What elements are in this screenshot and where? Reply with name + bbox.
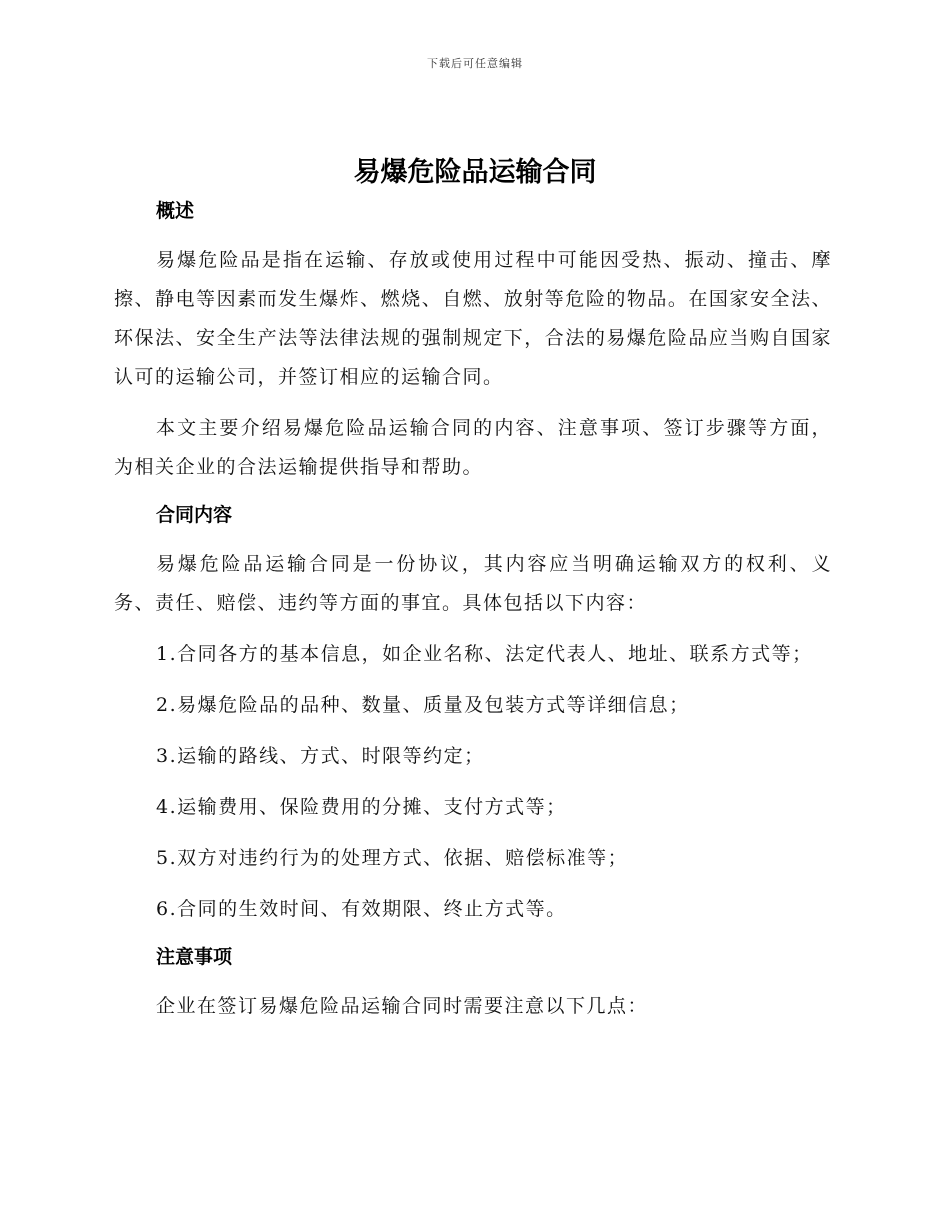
document-title: 易爆危险品运输合同 (353, 157, 597, 188)
paragraph: 本文主要介绍易爆危险品运输合同的内容、注意事项、签订步骤等方面，为相关企业的合法运输提供指导和帮助。 (114, 417, 832, 478)
section-heading-contract-content: 合同内容 (156, 504, 233, 526)
header-note: 下载后可任意编辑 (427, 57, 523, 70)
list-item: 6.合同的生效时间、有效期限、终止方式等。 (156, 898, 567, 920)
paragraph: 企业在签订易爆危险品运输合同时需要注意以下几点： (156, 995, 649, 1017)
list-item: 3.运输的路线、方式、时限等约定； (156, 745, 485, 767)
paragraph: 易爆危险品运输合同是一份协议，其内容应当明确运输双方的权利、义务、责任、赔偿、违约等方面的事宜。具体包括以下内容： (114, 553, 832, 614)
section-heading-notes: 注意事项 (156, 946, 233, 968)
paragraph: 易爆危险品是指在运输、存放或使用过程中可能因受热、振动、撞击、摩擦、静电等因素而发生爆炸、燃烧、自燃、放射等危险的物品。在国家安全法、环保法、安全生产法等法律法规的强制规定下，合法的易爆危险品应当购自国家认可的运输公司，并签订相应的运输合同。 (114, 249, 832, 388)
list-item: 4.运输费用、保险费用的分摊、支付方式等； (156, 796, 567, 818)
document-body (114, 195, 832, 1026)
list-item: 2.易爆危险品的品种、数量、质量及包装方式等详细信息； (156, 694, 690, 716)
list-item: 5.双方对违约行为的处理方式、依据、赔偿标准等； (156, 847, 629, 869)
list-item: 1.合同各方的基本信息，如企业名称、法定代表人、地址、联系方式等； (156, 643, 813, 665)
section-heading-overview: 概述 (156, 200, 195, 222)
